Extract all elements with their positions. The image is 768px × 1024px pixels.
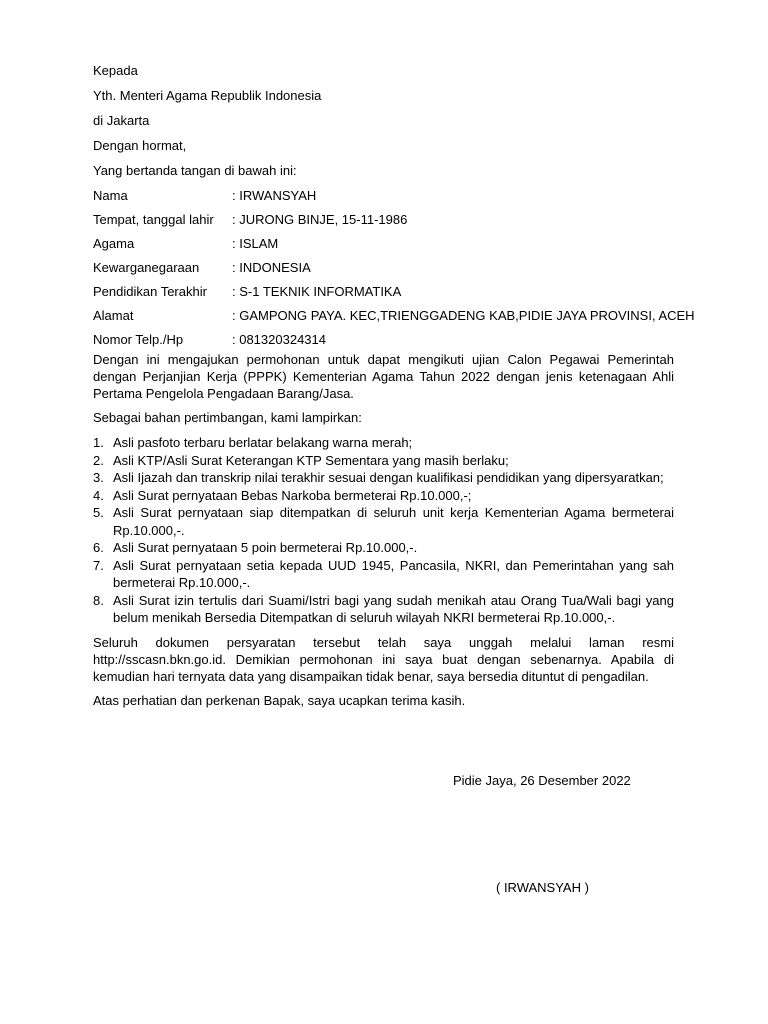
list-item [93, 539, 674, 557]
recipient-place: di Jakarta [93, 113, 150, 128]
list-item [93, 504, 674, 539]
request-paragraph: Dengan ini mengajukan permohonan untuk dapat mengikuti ujian Calon Pegawai Pemerintah dengan Perjanjian Kerja (PPPK) Kementerian Agama Tahun 2022 dengan jenis ketenagaan Ahli Pertama Pengelola Pengadaan Barang/Jasa. [93, 352, 674, 401]
list-text: Asli Ijazah dan transkrip nilai terakhir sesuai dengan kualifikasi pendidikan yang dipersyaratkan; [113, 470, 664, 485]
info-label: Tempat, tanggal lahir [93, 212, 214, 227]
intro-text: Yang bertanda tangan di bawah ini: [93, 163, 297, 178]
info-value: : JURONG BINJE, 15-11-1986 [232, 212, 408, 227]
info-value: : GAMPONG PAYA. KEC,TRIENGGADENG KAB,PIDIE JAYA PROVINSI, ACEH [232, 308, 695, 323]
info-row-religion [93, 235, 674, 253]
info-row-citizenship [93, 259, 674, 277]
list-number: 6. [93, 540, 104, 555]
list-number: 3. [93, 470, 104, 485]
attachments-intro: Sebagai bahan pertimbangan, kami lampirkan: [93, 410, 362, 425]
letter-body [93, 62, 695, 895]
list-number: 8. [93, 592, 104, 608]
signature-name: ( IRWANSYAH ) [496, 880, 589, 895]
info-row-phone [93, 331, 674, 349]
list-text: Asli KTP/Asli Surat Keterangan KTP Sementara yang masih berlaku; [113, 452, 509, 468]
info-label: Alamat [93, 308, 134, 323]
info-row-birth [93, 211, 674, 229]
list-number: 2. [93, 452, 104, 468]
recipient-to: Kepada [93, 63, 138, 78]
info-value: : INDONESIA [232, 260, 311, 275]
info-label: Nomor Telp./Hp [93, 332, 184, 347]
list-item [93, 592, 674, 627]
greeting: Dengan hormat, [93, 138, 187, 153]
info-row-name [93, 187, 674, 205]
info-label: Nama [93, 188, 128, 203]
list-item [93, 487, 674, 505]
place-date: Pidie Jaya, 26 Desember 2022 [453, 773, 631, 788]
info-label: Agama [93, 236, 135, 251]
info-value: : 081320324314 [232, 332, 326, 347]
info-row-address [93, 307, 695, 325]
list-text: Asli Surat pernyataan setia kepada UUD 1945, Pancasila, NKRI, dan Pemerintahan yang sah bermeterai Rp.10.000,-. [113, 557, 674, 590]
list-text: Asli Surat izin tertulis dari Suami/Istri bagi yang sudah menikah atau Orang Tua/Wali bagi yang belum menikah Bersedia Ditempatkan di seluruh wilayah NKRI bermeterai Rp.10.000,-. [113, 592, 674, 625]
list-item [93, 434, 674, 452]
applicant-info [93, 187, 695, 349]
list-number: 5. [93, 505, 104, 520]
recipient-name: Yth. Menteri Agama Republik Indonesia [93, 88, 322, 103]
info-value: : S-1 TEKNIK INFORMATIKA [232, 284, 402, 299]
list-item [93, 557, 674, 592]
list-number: 1. [93, 435, 104, 450]
list-text: Asli Surat pernyataan 5 poin bermeterai Rp.10.000,-. [113, 540, 418, 555]
list-number: 4. [93, 487, 104, 503]
closing-paragraph: Seluruh dokumen persyaratan tersebut telah saya unggah melalui laman resmi http://sscasn.bkn.go.id. Demikian permohonan ini saya buat dengan sebenarnya. Apabila di kemudian hari ternyata data yang disampaikan tidak benar, saya bersedia dituntut di pengadilan. [93, 634, 674, 684]
list-number: 7. [93, 557, 104, 573]
info-value: : ISLAM [232, 236, 279, 251]
info-value: : IRWANSYAH [232, 188, 317, 203]
list-text: Asli Surat pernyataan Bebas Narkoba bermeterai Rp.10.000,-; [113, 487, 472, 503]
list-text: Asli pasfoto terbaru berlatar belakang warna merah; [113, 435, 413, 450]
info-label: Kewarganegaraan [93, 260, 200, 275]
attachments-list [93, 434, 674, 627]
list-item [93, 469, 674, 487]
list-text: Asli Surat pernyataan siap ditempatkan di seluruh unit kerja Kementerian Agama bermeterai Rp.10.000,-. [113, 505, 674, 538]
info-label: Pendidikan Terakhir [93, 284, 207, 299]
list-item [93, 452, 674, 470]
info-row-education [93, 283, 674, 301]
thanks-text: Atas perhatian dan perkenan Bapak, saya ucapkan terima kasih. [93, 692, 466, 708]
